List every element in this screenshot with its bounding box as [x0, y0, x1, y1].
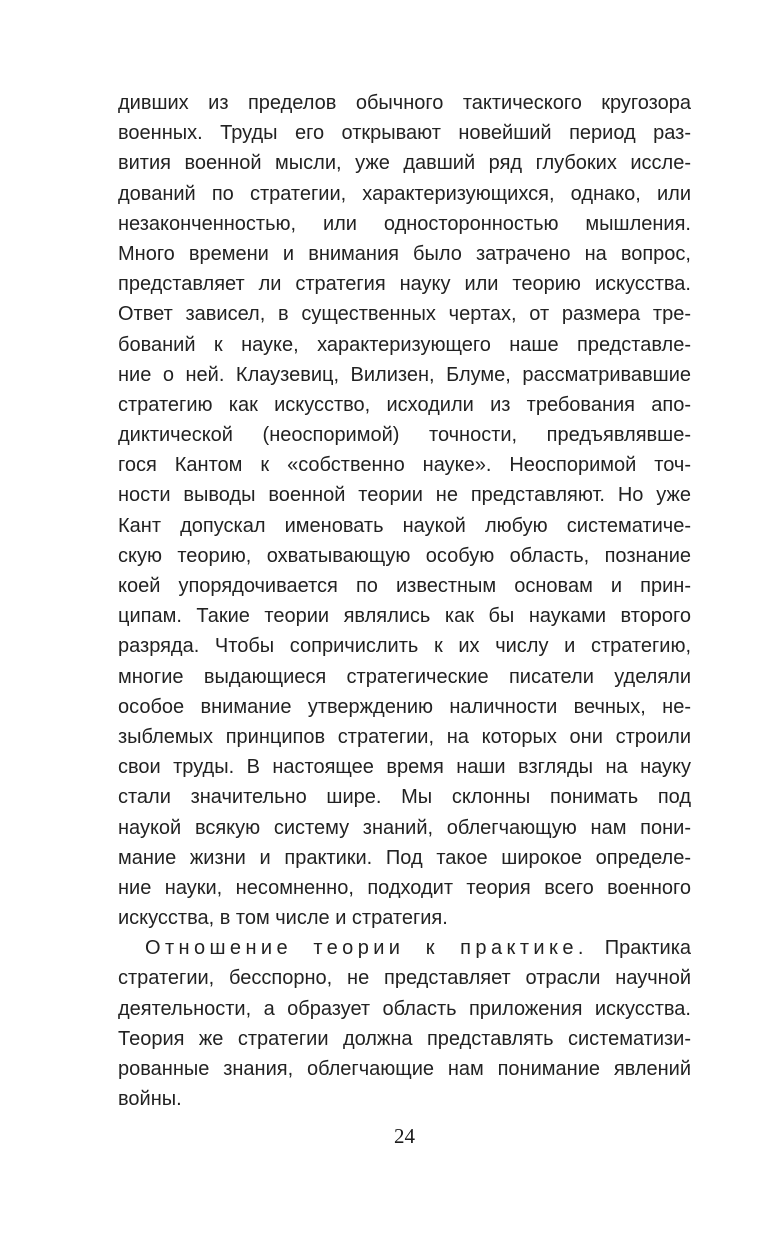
- text-line: Кант допускал именовать наукой любую систематиче-: [118, 514, 691, 537]
- text-line: дований по стратегии, характеризующихся, однако, или: [118, 182, 691, 205]
- text-line: войны.: [118, 1088, 182, 1111]
- text-line: Теория же стратегии должна представлять систематизи-: [118, 1027, 691, 1050]
- text-line: гося Кантом к «собственно науке». Неоспоримой точ-: [118, 454, 691, 477]
- text-line: свои труды. В настоящее время наши взгляды на науку: [118, 756, 691, 779]
- text-line: стратегию как искусство, исходили из требования апо-: [118, 393, 691, 416]
- text-line: деятельности, а образует область приложения искусства.: [118, 997, 691, 1020]
- text-line: незаконченностью, или односторонностью мышления.: [118, 212, 691, 235]
- heading-rest-text: Практика: [587, 937, 691, 960]
- text-line: мание жизни и практики. Под такое широкое определе-: [118, 846, 691, 869]
- text-line: представляет ли стратегия науку или теорию искусства.: [118, 273, 691, 296]
- text-line: Ответ зависел, в существенных чертах, от размера тре-: [118, 303, 691, 326]
- text-line: стали значительно шире. Мы склонны понимать под: [118, 786, 691, 809]
- text-line: дивших из пределов обычного тактического кругозора: [118, 92, 691, 114]
- text-line: военных. Труды его открывают новейший период раз-: [118, 122, 691, 145]
- text-line: скую теорию, охватывающую особую область, познание: [118, 544, 691, 567]
- text-line: коей упорядочивается по известным основам и прин-: [118, 575, 691, 597]
- text-line: рованные знания, облегчающие нам понимание явлений: [118, 1058, 691, 1080]
- text-line: ности выводы военной теории не представляют. Но уже: [118, 484, 691, 507]
- spaced-heading: Отношение теории к практике.: [145, 937, 588, 960]
- text-line: стратегии, бесспорно, не представляет отрасли научной: [118, 967, 691, 990]
- text-line: вития военной мысли, уже давший ряд глубоких иссле-: [118, 152, 691, 175]
- text-line: ципам. Такие теории являлись как бы науками второго: [118, 605, 691, 628]
- text-line: наукой всякую систему знаний, облегчающую нам пони-: [118, 816, 691, 839]
- text-line: [118, 933, 691, 963]
- text-line: особое внимание утверждению наличности вечных, не-: [118, 695, 691, 718]
- body-text: [118, 88, 691, 1114]
- text-line: искусства, в том числе и стратегия.: [118, 907, 448, 930]
- text-line: ние науки, несомненно, подходит теория всего военного: [118, 876, 691, 899]
- text-line: многие выдающиеся стратегические писатели уделяли: [118, 665, 691, 688]
- text-line: зыблемых принципов стратегии, на которых они строили: [118, 725, 691, 748]
- text-line: бований к науке, характеризующего наше представле-: [118, 333, 691, 356]
- text-line: разряда. Чтобы сопричислить к их числу и стратегию,: [118, 635, 691, 658]
- text-line: ние о ней. Клаузевиц, Вилизен, Блуме, рассматривавшие: [118, 363, 691, 386]
- page-number: 24: [394, 1124, 415, 1148]
- text-line: диктической (неоспоримой) точности, предъявлявше-: [118, 424, 691, 447]
- text-line: Много времени и внимания было затрачено на вопрос,: [118, 242, 691, 265]
